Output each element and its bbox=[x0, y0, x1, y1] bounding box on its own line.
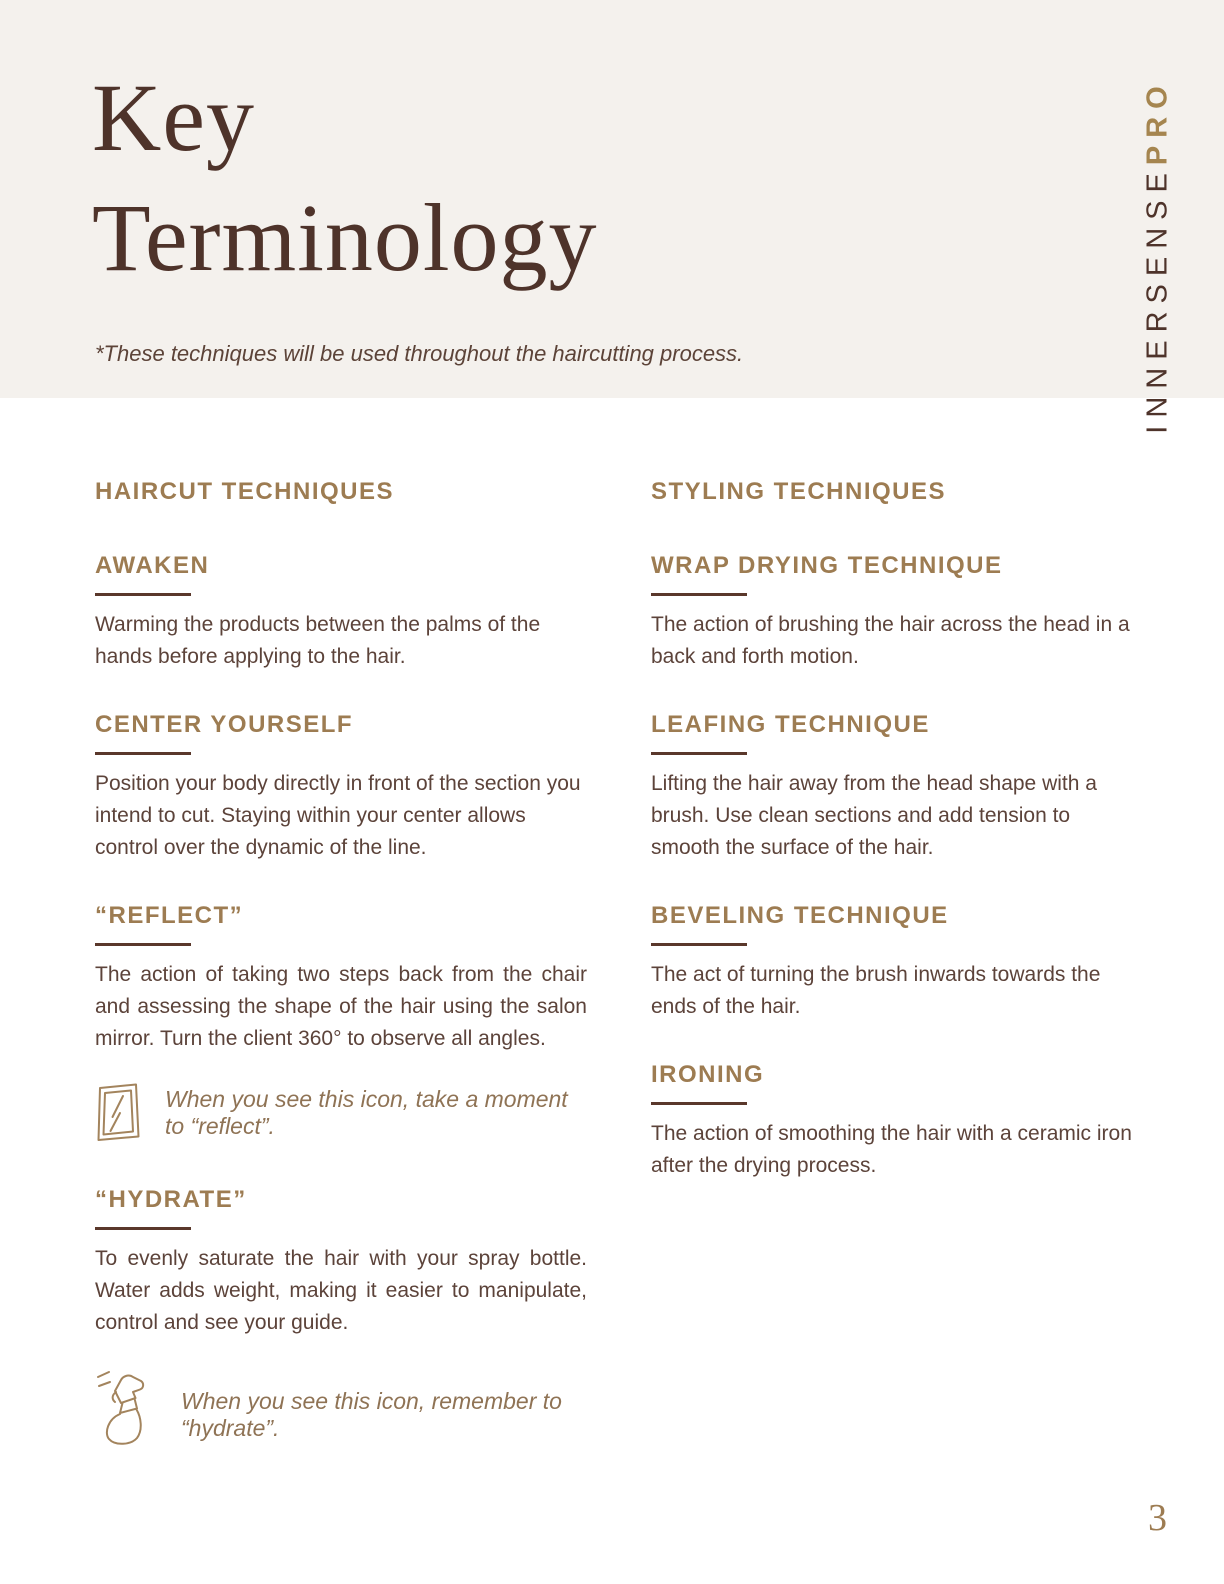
term-name: “REFLECT” bbox=[95, 902, 244, 929]
hydrate-icon-caption: When you see this icon, remember to “hydrate”. bbox=[181, 1388, 562, 1441]
term-definition: To evenly saturate the hair with your spray bottle. Water adds weight, making it easier to manipulate, control and see your guide. bbox=[95, 1247, 587, 1334]
term-name: IRONING bbox=[651, 1061, 765, 1088]
term-definition: Warming the products between the palms of the hands before applying to the hair. bbox=[95, 613, 541, 668]
term-definition: Lifting the hair away from the head shape with a brush. Use clean sections and add tension to smooth the surface of the hair. bbox=[651, 772, 1097, 859]
term-name: CENTER YOURSELF bbox=[95, 711, 354, 738]
header-band bbox=[0, 0, 1224, 398]
brand-vertical bbox=[1142, 78, 1175, 433]
column-styling-techniques bbox=[651, 478, 1143, 1182]
hydrate-icon-row bbox=[95, 1365, 587, 1450]
page-subtitle: *These techniques will be used throughout the haircutting process. bbox=[95, 341, 744, 366]
term-divider bbox=[651, 1102, 747, 1105]
term-divider bbox=[95, 752, 191, 755]
term-beveling bbox=[651, 902, 1143, 1023]
term-awaken bbox=[95, 552, 587, 673]
page-title-line1: Key bbox=[92, 64, 255, 171]
term-name: LEAFING TECHNIQUE bbox=[651, 711, 930, 738]
page-title-line2: Terminology bbox=[92, 184, 598, 291]
term-divider bbox=[95, 1227, 191, 1230]
term-divider bbox=[95, 593, 191, 596]
term-ironing bbox=[651, 1061, 1143, 1182]
term-reflect bbox=[95, 902, 587, 1148]
brand-name: INNERSENSE bbox=[1141, 165, 1174, 434]
term-divider bbox=[651, 752, 747, 755]
term-name: BEVELING TECHNIQUE bbox=[651, 902, 949, 929]
term-leafing bbox=[651, 711, 1143, 864]
term-wrap-drying bbox=[651, 552, 1143, 673]
term-hydrate bbox=[95, 1186, 587, 1450]
term-name: “HYDRATE” bbox=[95, 1186, 247, 1213]
brand-suffix: PRO bbox=[1141, 78, 1174, 166]
category-heading-styling: STYLING TECHNIQUES bbox=[651, 478, 947, 505]
term-definition: The action of smoothing the hair with a ceramic iron after the drying process. bbox=[651, 1122, 1132, 1177]
spray-bottle-icon bbox=[95, 1365, 157, 1450]
term-divider bbox=[95, 943, 191, 946]
term-definition: The action of taking two steps back from the chair and assessing the shape of the hair using the salon mirror. Turn the client 360° to observe all angles. bbox=[95, 963, 587, 1050]
term-divider bbox=[651, 593, 747, 596]
page-number: 3 bbox=[1148, 1497, 1167, 1539]
term-divider bbox=[651, 943, 747, 946]
term-definition: The act of turning the brush inwards towards the ends of the hair. bbox=[651, 963, 1101, 1018]
term-definition: Position your body directly in front of the section you intend to cut. Staying within your center allows control over the dynamic of the line. bbox=[95, 772, 581, 859]
term-name: WRAP DRYING TECHNIQUE bbox=[651, 552, 1003, 579]
term-definition: The action of brushing the hair across the head in a back and forth motion. bbox=[651, 613, 1130, 668]
reflect-icon-caption: When you see this icon, take a moment to “reflect”. bbox=[165, 1086, 568, 1139]
term-name: AWAKEN bbox=[95, 552, 210, 579]
term-center-yourself bbox=[95, 711, 587, 864]
column-haircut-techniques bbox=[95, 478, 587, 1450]
mirror-icon bbox=[95, 1081, 141, 1148]
reflect-icon-row bbox=[95, 1081, 587, 1148]
page-title bbox=[92, 58, 598, 298]
category-heading-haircut: HAIRCUT TECHNIQUES bbox=[95, 478, 395, 505]
